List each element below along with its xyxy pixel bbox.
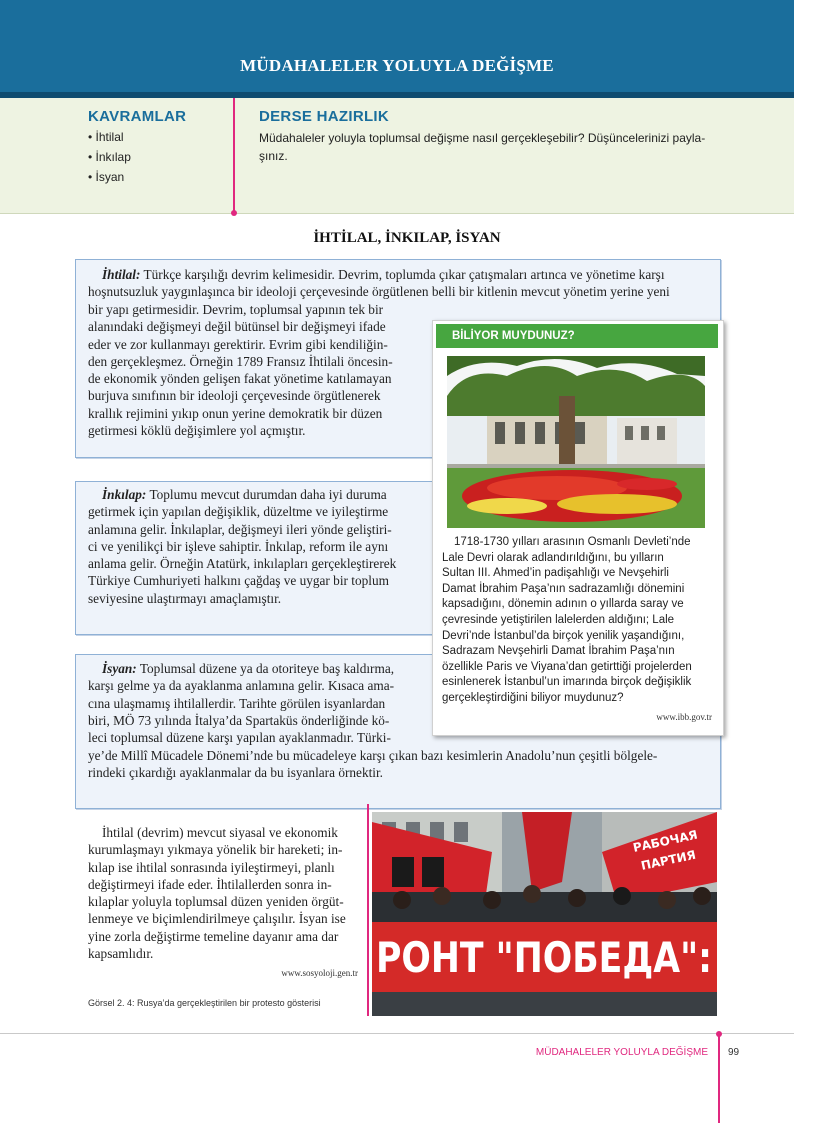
ihtilal-line: hoşnutsuzluk yaygınlaşınca bir ideoloji çerçevesinde örgütlenen belli bir kitlenin mevcut yönetim yerine yeni	[88, 284, 670, 300]
isyan-text-narrow	[88, 660, 420, 746]
biliyor-line: Lale Devri olarak adlandırıldığını, bu yılların	[442, 551, 664, 564]
flag-text-1: РАБОЧАЯ	[631, 827, 699, 855]
intro-divider	[0, 213, 794, 214]
did-you-know-text	[442, 535, 712, 707]
ihtilal-line: alanındaki değişmeyi değil bütünsel bir değişmeyi ifade	[88, 319, 386, 335]
biliyor-line: kapsadığını, dönemin adının o yıllarda saray ve	[442, 598, 684, 611]
isyan-line: biri, MÖ 73 yılında İtalya’da Spartaküs önderliğinde kö-	[88, 712, 390, 728]
chapter-title: MÜDAHALELER YOLUYLA DEĞİŞME	[240, 56, 554, 75]
closing-line: kapsamlıdır.	[88, 946, 154, 962]
kavram-item: • İnkılap	[88, 150, 131, 164]
closing-line: değiştirmeyi ifade eder. İhtilallerden sonra in-	[88, 876, 332, 892]
biliyor-line: Damat İbrahim Paşa’nın sadrazamlığı dönemini	[442, 582, 685, 595]
isyan-line	[88, 660, 420, 677]
flag-text-2: ПАРТИЯ	[639, 847, 698, 873]
closing-line: kılaplar yoluyla toplumsal düzen yeniden örgüt-	[88, 894, 344, 910]
ihtilal-line: burjuva sınıfının bir ideoloji çerçevesinde örgütlenerek	[88, 388, 381, 404]
page-number: 99	[728, 1047, 740, 1058]
inkilap-line: getirmek için yapılan değişiklik, düzeltme ve iyileştirme	[88, 504, 389, 520]
kavramlar-heading: KAVRAMLAR	[88, 108, 187, 125]
isyan-text-wide	[88, 747, 710, 782]
footer-pink-dot	[716, 1031, 722, 1037]
biliyor-line: gerçekleştirdiğini biliyor muydunuz?	[442, 691, 624, 704]
isyan-line: karşı gelme ya da ayaklanma anlamına gelir. Kısaca ama-	[88, 678, 395, 694]
closing-line: kılap ise ihtilal sonrasında iyileştirmeyi, planlı	[88, 859, 335, 875]
biliyor-line: Devri’nde İstanbul’da birçok yenilik yaşandığını,	[442, 629, 685, 642]
biliyor-line: esinlenerek İstanbul’un imarında birçok değişiklik	[442, 676, 692, 689]
footer-pink-line	[718, 1036, 720, 1123]
biliyor-line: 1718-1730 yılları arasının Osmanlı Devleti’nde	[454, 536, 691, 548]
biliyor-line: çevresinde yetiştirilen lalelerden aldığını; Lale	[442, 613, 675, 626]
ihtilal-line: eder ve zor kullanmayı gerektirir. Evrim gibi kendiliğin-	[88, 336, 388, 352]
intro-pink-dot	[231, 210, 237, 216]
banner-text: РОНТ "ПОБЕДА":	[376, 933, 712, 982]
footer-title: MÜDAHALELER YOLUYLA DEĞİŞME	[535, 1047, 708, 1058]
inkilap-line: Türkiye Cumhuriyeti halkını çağdaş ve uygar bir toplum	[88, 573, 389, 589]
isyan-line: rindeki çıkardığı ayaklanmalar da bu isyanlara örnektir.	[88, 765, 384, 781]
isyan-term: İsyan:	[102, 661, 137, 676]
derse-line: şınız.	[259, 149, 288, 163]
biliyor-line: Sultan III. Ahmed’in padişahlığı ve Nevşehirli	[442, 567, 669, 580]
ihtilal-text-narrow	[88, 301, 420, 439]
isyan-line: cına ulaşmamış ihtilallerdir. Tarihte görülen isyanlardan	[88, 695, 386, 711]
ihtilal-term: İhtilal:	[102, 267, 141, 282]
closing-line: yine zorla değiştirme temeline dayanır ama dar	[88, 928, 339, 944]
did-you-know-source: www.ibb.gov.tr	[656, 712, 712, 722]
derse-hazirlik-text	[259, 129, 739, 165]
ihtilal-line: de ekonomik yönden gelişen fakat yönetime katılamayan	[88, 371, 392, 387]
did-you-know-heading: BİLİYOR MUYDUNUZ?	[436, 324, 718, 348]
ihtilal-line: krallık rejimini yıkıp onun yerine demokratik bir düzen	[88, 405, 383, 421]
isyan-line: ye’de Millî Mücadele Dönemi’nde bu mücadeleye karşı çıkan bazı kesimlerin Anadolu’nun çeşitli bölgele-	[88, 748, 658, 763]
kavram-item: • İsyan	[88, 170, 125, 184]
photo-pink-divider	[367, 804, 369, 1016]
inkilap-text	[88, 486, 420, 607]
ihtilal-line	[88, 266, 710, 283]
ihtilal-line: bir yapı getirmesidir. Devrim, toplumsal yapının tek bir	[88, 302, 384, 317]
ihtilal-line: den gerçekleşmez. Örneğin 1789 Fransız İhtilali öncesin-	[88, 353, 393, 369]
inkilap-line: anlama gelir. Örneğin Atatürk, inkılapları gerçekleştirerek	[88, 556, 397, 572]
inkilap-line-text: Toplumu mevcut durumdan daha iyi duruma	[149, 487, 387, 502]
intro-pink-divider	[233, 98, 235, 212]
closing-source: www.sosyoloji.gen.tr	[281, 968, 358, 978]
closing-line: kurumlaşmayı yıkmaya yönelik bir hareketi; in-	[88, 842, 343, 858]
closing-line: İhtilal (devrim) mevcut siyasal ve ekonomik	[102, 825, 338, 840]
kavram-item: • İhtilal	[88, 130, 124, 144]
section-title: İHTİLAL, İNKILAP, İSYAN	[313, 230, 501, 246]
inkilap-line: ci ve yenilikçi bir işleve sahiptir. İnkılap, reform ile aynı	[88, 538, 389, 554]
footer-rule	[0, 1033, 794, 1034]
derse-line: Müdahaleler yoluyla toplumsal değişme nasıl gerçekleşebilir? Düşüncelerinizi payla-	[259, 131, 706, 145]
ihtilal-line-text: Türkçe karşılığı devrim kelimesidir. Devrim, toplumda çıkar çatışmaları artınca ve yönetime karşı	[143, 267, 665, 282]
protest-illustration	[372, 812, 717, 1016]
closing-paragraph	[88, 824, 358, 962]
inkilap-line	[88, 486, 420, 503]
ihtilal-text-wide	[88, 266, 710, 301]
biliyor-line: Sadrazam Nevşehirli Damat İbrahim Paşa’nın	[442, 645, 675, 658]
isyan-line-text: Toplumsal düzene ya da otoriteye baş kaldırma,	[139, 661, 395, 676]
tulip-garden-illustration	[447, 356, 705, 528]
inkilap-line: anlamına gelir. İnkılaplar, değişmeyi ileri yönde geliştiri-	[88, 521, 392, 537]
kavramlar-list	[88, 127, 131, 187]
isyan-line: leci toplumsal düzene karşı yapılan ayaklanmadır. Türki-	[88, 730, 391, 746]
chapter-header-bar	[0, 0, 794, 92]
tulip-palace-photo	[447, 356, 705, 528]
inkilap-term: İnkılap:	[102, 487, 147, 502]
protest-photo	[372, 812, 717, 1016]
biliyor-line: özellikle Paris ve Viyana’dan getirttiği projelerden	[442, 660, 692, 673]
closing-line: lenmeye ve biçimlendirilmeye çalışılır. İsyan ise	[88, 911, 346, 927]
photo-caption: Görsel 2. 4: Rusya’da gerçekleştirilen bir protesto gösterisi	[88, 998, 321, 1008]
inkilap-line: seviyesine ulaştırmayı amaçlamıştır.	[88, 590, 282, 606]
derse-hazirlik-heading: DERSE HAZIRLIK	[259, 108, 390, 125]
ihtilal-line: getirmesi köklü değişimlere yol açmıştır.	[88, 423, 306, 439]
